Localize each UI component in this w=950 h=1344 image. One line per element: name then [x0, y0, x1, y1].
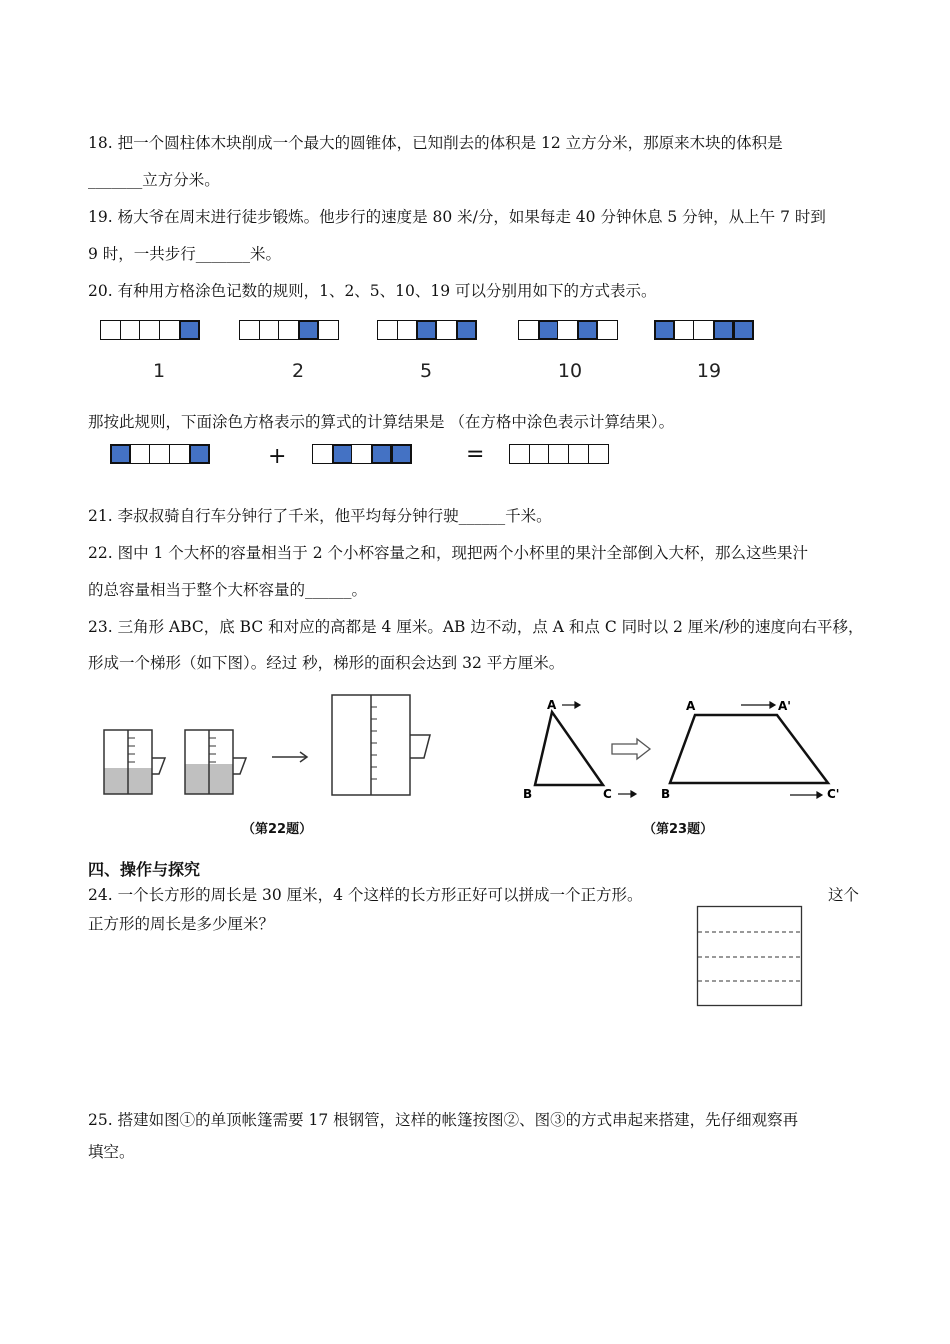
grid-cell-filled: [189, 444, 210, 464]
grid-cell-filled: [713, 320, 734, 340]
grid-cell-empty: [351, 444, 372, 464]
q19-line1: 19. 杨大爷在周末进行徒步锻炼。他步行的速度是 80 米/分，如果每走 40 分钟休息 5 分钟，从上午 7 时到: [88, 208, 826, 226]
figure-24-square: [696, 905, 804, 1008]
figure-23-shapes: [515, 690, 860, 810]
q18-line1: 18. 把一个圆柱体木块削成一个最大的圆锥体，已知削去的体积是 12 立方分米，那原来木块的体积是: [88, 134, 783, 152]
trapezoid: [670, 715, 828, 783]
grid-cell-empty: [397, 320, 418, 340]
q18-line2: _______立方分米。: [88, 171, 220, 189]
q23-line1: 23. 三角形 ABC，底 BC 和对应的高都是 4 厘米。AB 边不动，点 A 和点 C 同时以 2 厘米/秒的速度向右平移，: [88, 618, 864, 636]
example-label: 2: [291, 360, 305, 382]
example-grid-19: [654, 320, 754, 340]
label-a-prime: A': [778, 699, 791, 713]
grid-cell-empty: [318, 320, 339, 340]
grid-cell-empty: [239, 320, 260, 340]
grid-cell-filled: [733, 320, 754, 340]
grid-cell-empty[interactable]: [529, 444, 550, 464]
q19-line2: 9 时，一共步行_______米。: [88, 245, 282, 263]
grid-cell-empty: [149, 444, 170, 464]
grid-cell-empty[interactable]: [548, 444, 569, 464]
q20-line2: 那按此规则，下面涂色方格表示的算式的计算结果是 （在方格中涂色表示计算结果）。: [88, 413, 675, 431]
equation-left-grid: [110, 444, 210, 464]
grid-cell-empty: [518, 320, 539, 340]
grid-cell-filled: [416, 320, 437, 340]
grid-cell-empty: [130, 444, 151, 464]
grid-cell-empty: [377, 320, 398, 340]
example-label: 10: [557, 360, 583, 382]
grid-cell-empty: [278, 320, 299, 340]
grid-cell-empty: [557, 320, 578, 340]
example-grid-1: [100, 320, 200, 340]
grid-cell-filled: [371, 444, 392, 464]
caption-23: （第23题）: [643, 822, 714, 837]
grid-cell-filled: [298, 320, 319, 340]
grid-cell-filled: [110, 444, 131, 464]
grid-cell-empty: [139, 320, 160, 340]
equation-right-grid: [312, 444, 412, 464]
label-a: A: [547, 698, 557, 712]
grid-cell-filled: [391, 444, 412, 464]
grid-cell-filled: [654, 320, 675, 340]
q24-line1: 24. 一个长方形的周长是 30 厘米，4 个这样的长方形正好可以拼成一个正方形。: [88, 886, 643, 904]
grid-cell-empty: [436, 320, 457, 340]
grid-cell-empty[interactable]: [509, 444, 530, 464]
q21-line1: 21. 李叔叔骑自行车分钟行了千米，他平均每分钟行驶______千米。: [88, 507, 552, 525]
grid-cell-empty[interactable]: [568, 444, 589, 464]
grid-cell-empty[interactable]: [588, 444, 609, 464]
hollow-arrow-icon: [612, 739, 650, 759]
q20-line1: 20. 有种用方格涂色记数的规则，1、2、5、10、19 可以分别用如下的方式表示。: [88, 282, 657, 300]
grid-cell-empty: [120, 320, 141, 340]
plus-sign: +: [268, 444, 287, 469]
grid-cell-filled: [456, 320, 477, 340]
q24-line2: 正方形的周长是多少厘米？: [88, 915, 275, 933]
equals-sign: =: [466, 442, 485, 467]
q25-line2: 填空。: [88, 1143, 135, 1161]
q22-line2: 的总容量相当于整个大杯容量的______。: [88, 581, 368, 599]
label-b: B: [523, 787, 533, 801]
grid-cell-empty: [159, 320, 180, 340]
label-a: A: [686, 699, 696, 713]
label-c-prime: C': [827, 787, 840, 801]
example-grid-5: [377, 320, 477, 340]
grid-cell-filled: [538, 320, 559, 340]
small-cup-2: [185, 730, 246, 794]
q23-line2: 形成一个梯形（如下图）。经过 秒，梯形的面积会达到 32 平方厘米。: [88, 654, 565, 672]
grid-cell-filled: [577, 320, 598, 340]
example-label: 5: [419, 360, 433, 382]
q25-line1: 25. 搭建如图①的单顶帐篷需要 17 根钢管，这样的帐篷按图②、图③的方式串起来搭建，先仔细观察再: [88, 1111, 799, 1129]
q22-line1: 22. 图中 1 个大杯的容量相当于 2 个小杯容量之和，现把两个小杯里的果汁全部倒入大杯，那么这些果汁: [88, 544, 809, 562]
figure-22-cups: [95, 690, 445, 805]
triangle-abc: [535, 712, 603, 785]
grid-cell-empty: [259, 320, 280, 340]
grid-cell-filled: [332, 444, 353, 464]
grid-cell-empty: [312, 444, 333, 464]
equation-result-grid[interactable]: [509, 444, 609, 464]
grid-cell-filled: [179, 320, 200, 340]
example-label: 1: [152, 360, 166, 382]
example-grid-10: [518, 320, 618, 340]
q24-line1-tail: 这个: [828, 886, 860, 904]
grid-cell-empty: [597, 320, 618, 340]
grid-cell-empty: [169, 444, 190, 464]
caption-22: （第22题）: [242, 822, 313, 837]
small-cup-1: [104, 730, 165, 794]
label-b: B: [661, 787, 671, 801]
section-title: 四、操作与探究: [88, 860, 201, 879]
example-grid-2: [239, 320, 339, 340]
big-cup: [332, 695, 430, 795]
grid-cell-empty: [693, 320, 714, 340]
example-label: 19: [696, 360, 722, 382]
label-c: C: [603, 787, 612, 801]
grid-cell-empty: [100, 320, 121, 340]
grid-cell-empty: [674, 320, 695, 340]
